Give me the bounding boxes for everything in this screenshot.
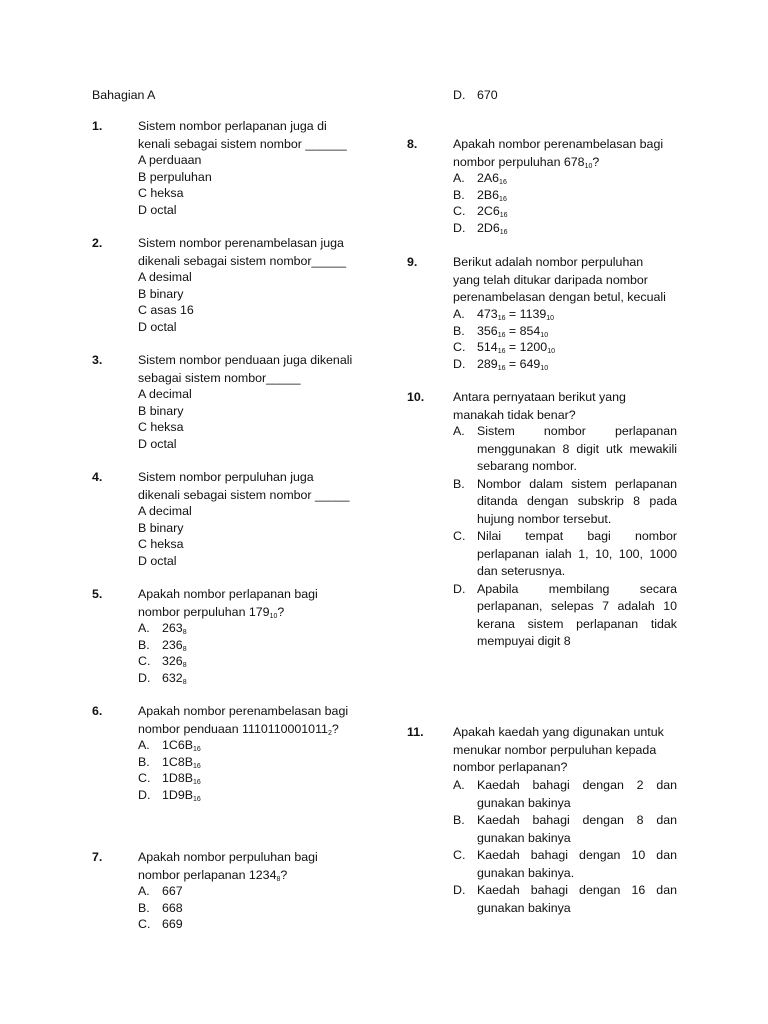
option-letter: D. xyxy=(453,581,466,596)
option: D octal xyxy=(138,553,177,568)
option: D octal xyxy=(138,319,177,334)
question-text xyxy=(453,389,677,424)
base-subscript: 8 xyxy=(182,662,187,669)
option-letter: D. xyxy=(138,787,151,802)
option xyxy=(138,770,201,787)
option-letter: D. xyxy=(453,883,466,897)
option-letter: B. xyxy=(453,187,465,202)
base-subscript: 10 xyxy=(584,162,593,170)
option xyxy=(453,777,677,812)
question-line xyxy=(138,867,362,885)
option-text: Kaedah bahagi dengan 16 dan gunakan bakinya xyxy=(477,883,677,915)
option-letter: D. xyxy=(453,220,466,235)
option-text: Kaedah bahagi dengan 10 dan gunakan bakinya. xyxy=(477,848,677,880)
hex-value: 473 xyxy=(477,307,498,321)
option: B binary xyxy=(138,520,184,535)
base-subscript: 16 xyxy=(193,746,201,753)
option xyxy=(138,900,183,917)
question-mark: ? xyxy=(592,154,600,169)
question-number: 7. xyxy=(92,850,103,864)
option: D octal xyxy=(138,436,177,451)
question-line-text: nombor perlapanan 1234 xyxy=(138,867,277,882)
options-list xyxy=(138,737,201,803)
option-letter: B. xyxy=(453,813,465,827)
base-subscript: 8 xyxy=(182,629,187,636)
option-letter: A. xyxy=(453,307,465,321)
options-list xyxy=(138,620,187,686)
option-letter: A. xyxy=(138,884,150,898)
option-letter: B. xyxy=(453,323,465,338)
decimal-value: 649 xyxy=(519,356,541,371)
option xyxy=(453,356,555,373)
question-line: kenali sebagai sistem nombor ______ xyxy=(138,136,347,151)
question-line: Apakah kaedah yang digunakan untuk xyxy=(453,725,664,739)
question-line-text: nombor penduaan 1110110001011 xyxy=(138,721,328,736)
question-line: Apakah nombor perenambelasan bagi xyxy=(138,704,349,718)
question-line xyxy=(453,154,677,172)
base-subscript: 16 xyxy=(497,348,506,355)
option-letter: A. xyxy=(453,778,465,792)
option-text: Sistem nombor perlapanan menggunakan 8 digit utk mewakili sebarang nombor. xyxy=(477,424,677,473)
option: C heksa xyxy=(138,186,184,200)
option-text: Apabila membilang secara perlapanan, selepas 7 adalah 10 kerana sistem perlapanan tidak mempuyai digit 8 xyxy=(477,581,677,648)
equals-sign: = xyxy=(505,307,520,321)
question-number: 3. xyxy=(92,353,103,367)
base-subscript: 10 xyxy=(540,331,549,339)
question-line: yang telah ditukar daripada nombor xyxy=(453,272,648,287)
option: A decimal xyxy=(138,387,192,401)
option-value: 669 xyxy=(162,917,183,931)
question-line: Apakah nombor perenambelasan bagi xyxy=(453,137,664,151)
option xyxy=(138,670,187,687)
option: A desimal xyxy=(138,270,192,284)
option: C heksa xyxy=(138,420,184,434)
option-letter: C. xyxy=(453,204,466,218)
question-line: manakah tidak benar? xyxy=(453,407,576,422)
option-value: 263 xyxy=(162,621,183,635)
options-list xyxy=(453,423,677,651)
option xyxy=(138,916,183,933)
option: B perpuluhan xyxy=(138,169,212,184)
options-list xyxy=(138,152,212,218)
question-number: 10. xyxy=(407,390,425,404)
option-text: Nombor dalam sistem perlapanan ditanda dengan subskrip 8 pada hujung nombor tersebut. xyxy=(477,476,677,526)
option: D octal xyxy=(138,202,177,217)
option-letter: A. xyxy=(453,171,465,185)
base-subscript: 8 xyxy=(276,875,281,883)
option-value: 632 xyxy=(162,670,183,685)
options-list xyxy=(138,269,194,335)
option xyxy=(453,882,677,917)
question-mark: ? xyxy=(277,604,285,619)
option-letter: C. xyxy=(453,340,466,354)
option-value: 670 xyxy=(477,88,498,102)
option xyxy=(138,737,201,754)
question-number: 8. xyxy=(407,137,418,151)
base-subscript: 16 xyxy=(193,779,201,786)
equals-sign: = xyxy=(505,340,520,354)
base-subscript: 16 xyxy=(193,762,201,770)
base-subscript: 16 xyxy=(497,315,506,322)
option-value: 1C8B xyxy=(162,754,193,769)
option-letter: C. xyxy=(138,771,151,785)
option-letter: C. xyxy=(453,848,466,862)
question-number: 4. xyxy=(92,470,103,484)
question-text xyxy=(138,849,362,884)
options-list xyxy=(453,306,555,372)
base-subscript: 16 xyxy=(499,195,507,203)
question-mark: ? xyxy=(331,721,339,736)
option-value: 1D8B xyxy=(162,771,193,785)
base-subscript: 8 xyxy=(182,678,187,686)
question-text xyxy=(138,118,362,153)
options-list xyxy=(138,503,192,569)
question-line: Berikut adalah nombor perpuluhan xyxy=(453,255,644,269)
option xyxy=(138,883,183,900)
option-value: 2B6 xyxy=(477,187,500,202)
question-line xyxy=(138,721,368,739)
question-number: 5. xyxy=(92,587,103,601)
base-subscript: 10 xyxy=(547,348,555,355)
base-subscript: 16 xyxy=(499,228,508,236)
question-line: dikenali sebagai sistem nombor _____ xyxy=(138,487,350,502)
option xyxy=(138,787,201,804)
equals-sign: = xyxy=(505,323,520,338)
option xyxy=(138,653,187,670)
option xyxy=(453,203,508,220)
question-line: Sistem nombor perpuluhan juga xyxy=(138,470,314,484)
option-letter: B. xyxy=(138,900,150,915)
option: A decimal xyxy=(138,504,192,518)
question-line: Sistem nombor perenambelasan juga xyxy=(138,236,344,250)
question-number: 9. xyxy=(407,255,418,269)
question-line: Antara pernyataan berikut yang xyxy=(453,390,626,404)
option-letter: A. xyxy=(453,424,465,438)
decimal-value: 1139 xyxy=(519,307,547,321)
question-text xyxy=(453,136,677,171)
option-value: 667 xyxy=(162,884,183,898)
question-line: dikenali sebagai sistem nombor_____ xyxy=(138,253,347,268)
question-line: sebagai sistem nombor_____ xyxy=(138,370,301,385)
option-letter: B. xyxy=(138,754,150,769)
option-text: Kaedah bahagi dengan 8 dan gunakan bakinya xyxy=(477,813,677,845)
options-list xyxy=(453,170,508,236)
option-value: 236 xyxy=(162,637,183,652)
option xyxy=(453,187,508,204)
option: B binary xyxy=(138,403,184,418)
option xyxy=(453,476,677,529)
base-subscript: 10 xyxy=(540,364,549,372)
question-text xyxy=(138,235,362,270)
option xyxy=(453,423,677,476)
option-letter: C. xyxy=(138,917,151,931)
option xyxy=(138,637,187,654)
option xyxy=(453,847,677,882)
question-number: 6. xyxy=(92,704,103,718)
option xyxy=(138,620,187,637)
hex-value: 289 xyxy=(477,356,498,371)
option: C heksa xyxy=(138,537,184,551)
option xyxy=(453,581,677,651)
base-subscript: 16 xyxy=(499,212,508,219)
option-text: Kaedah bahagi dengan 2 dan gunakan bakinya xyxy=(477,778,677,810)
option-letter: D. xyxy=(453,356,466,371)
question-line: nombor perlapanan? xyxy=(453,760,568,774)
option-letter: B. xyxy=(453,476,465,491)
question-line: menukar nombor perpuluhan kepada xyxy=(453,742,657,757)
option: C asas 16 xyxy=(138,303,194,317)
equals-sign: = xyxy=(505,356,520,371)
question-number: 11. xyxy=(407,725,424,739)
option-value: 2D6 xyxy=(477,220,500,235)
option xyxy=(453,339,555,356)
option-value: 2A6 xyxy=(477,171,500,185)
options-list xyxy=(453,777,677,917)
base-subscript: 8 xyxy=(182,645,187,653)
option xyxy=(453,812,677,847)
option-value: 2C6 xyxy=(477,204,500,218)
question-text xyxy=(453,254,677,307)
question-line: Apakah nombor perlapanan bagi xyxy=(138,587,318,601)
option: A perduaan xyxy=(138,153,202,167)
option xyxy=(453,323,555,340)
question-text xyxy=(453,724,677,777)
base-subscript: 16 xyxy=(497,331,506,339)
question-line: Sistem nombor penduaan juga dikenali xyxy=(138,353,353,367)
option-letter: A. xyxy=(138,621,150,635)
option-letter: D. xyxy=(453,88,466,102)
base-subscript: 10 xyxy=(546,315,555,322)
question-text xyxy=(138,703,368,738)
options-list xyxy=(138,386,192,452)
question-line: Sistem nombor perlapanan juga di xyxy=(138,119,327,133)
option xyxy=(453,170,508,187)
question-line xyxy=(138,604,362,622)
option xyxy=(453,306,555,323)
option-value: 1C6B xyxy=(162,738,193,752)
base-subscript: 16 xyxy=(193,795,201,803)
hex-value: 514 xyxy=(477,340,498,354)
question-line-text: nombor perpuluhan 179 xyxy=(138,604,270,619)
option xyxy=(453,528,677,581)
option-letter: C. xyxy=(138,654,151,668)
question-number: 2. xyxy=(92,236,103,250)
option-letter: A. xyxy=(138,738,150,752)
option xyxy=(453,87,498,104)
option xyxy=(453,220,508,237)
decimal-value: 1200 xyxy=(519,340,548,354)
base-subscript: 16 xyxy=(497,364,506,372)
option xyxy=(138,754,201,771)
question-text xyxy=(138,586,362,621)
base-subscript: 2 xyxy=(327,729,332,737)
base-subscript: 10 xyxy=(269,612,278,620)
option: B binary xyxy=(138,286,184,301)
option-value: 326 xyxy=(162,654,183,668)
hex-value: 356 xyxy=(477,323,498,338)
question-line-text: nombor perpuluhan 678 xyxy=(453,154,585,169)
base-subscript: 16 xyxy=(499,179,507,186)
options-list xyxy=(138,883,183,933)
option-value: 1D9B xyxy=(162,787,193,802)
question-mark: ? xyxy=(280,867,288,882)
question-text xyxy=(138,352,366,387)
question-line: perenambelasan dengan betul, kecuali xyxy=(453,290,666,304)
question-number: 1. xyxy=(92,119,103,133)
question-text xyxy=(138,469,362,504)
question-line: Apakah nombor perpuluhan bagi xyxy=(138,850,318,864)
option-letter: D. xyxy=(138,670,151,685)
option-letter: B. xyxy=(138,637,150,652)
section-heading: Bahagian A xyxy=(92,88,156,102)
option-text: Nilai tempat bagi nombor perlapanan ialah 1, 10, 100, 1000 dan seterusnya. xyxy=(477,529,677,578)
option-value: 668 xyxy=(162,900,183,915)
option-letter: C. xyxy=(453,529,466,543)
decimal-value: 854 xyxy=(519,323,541,338)
